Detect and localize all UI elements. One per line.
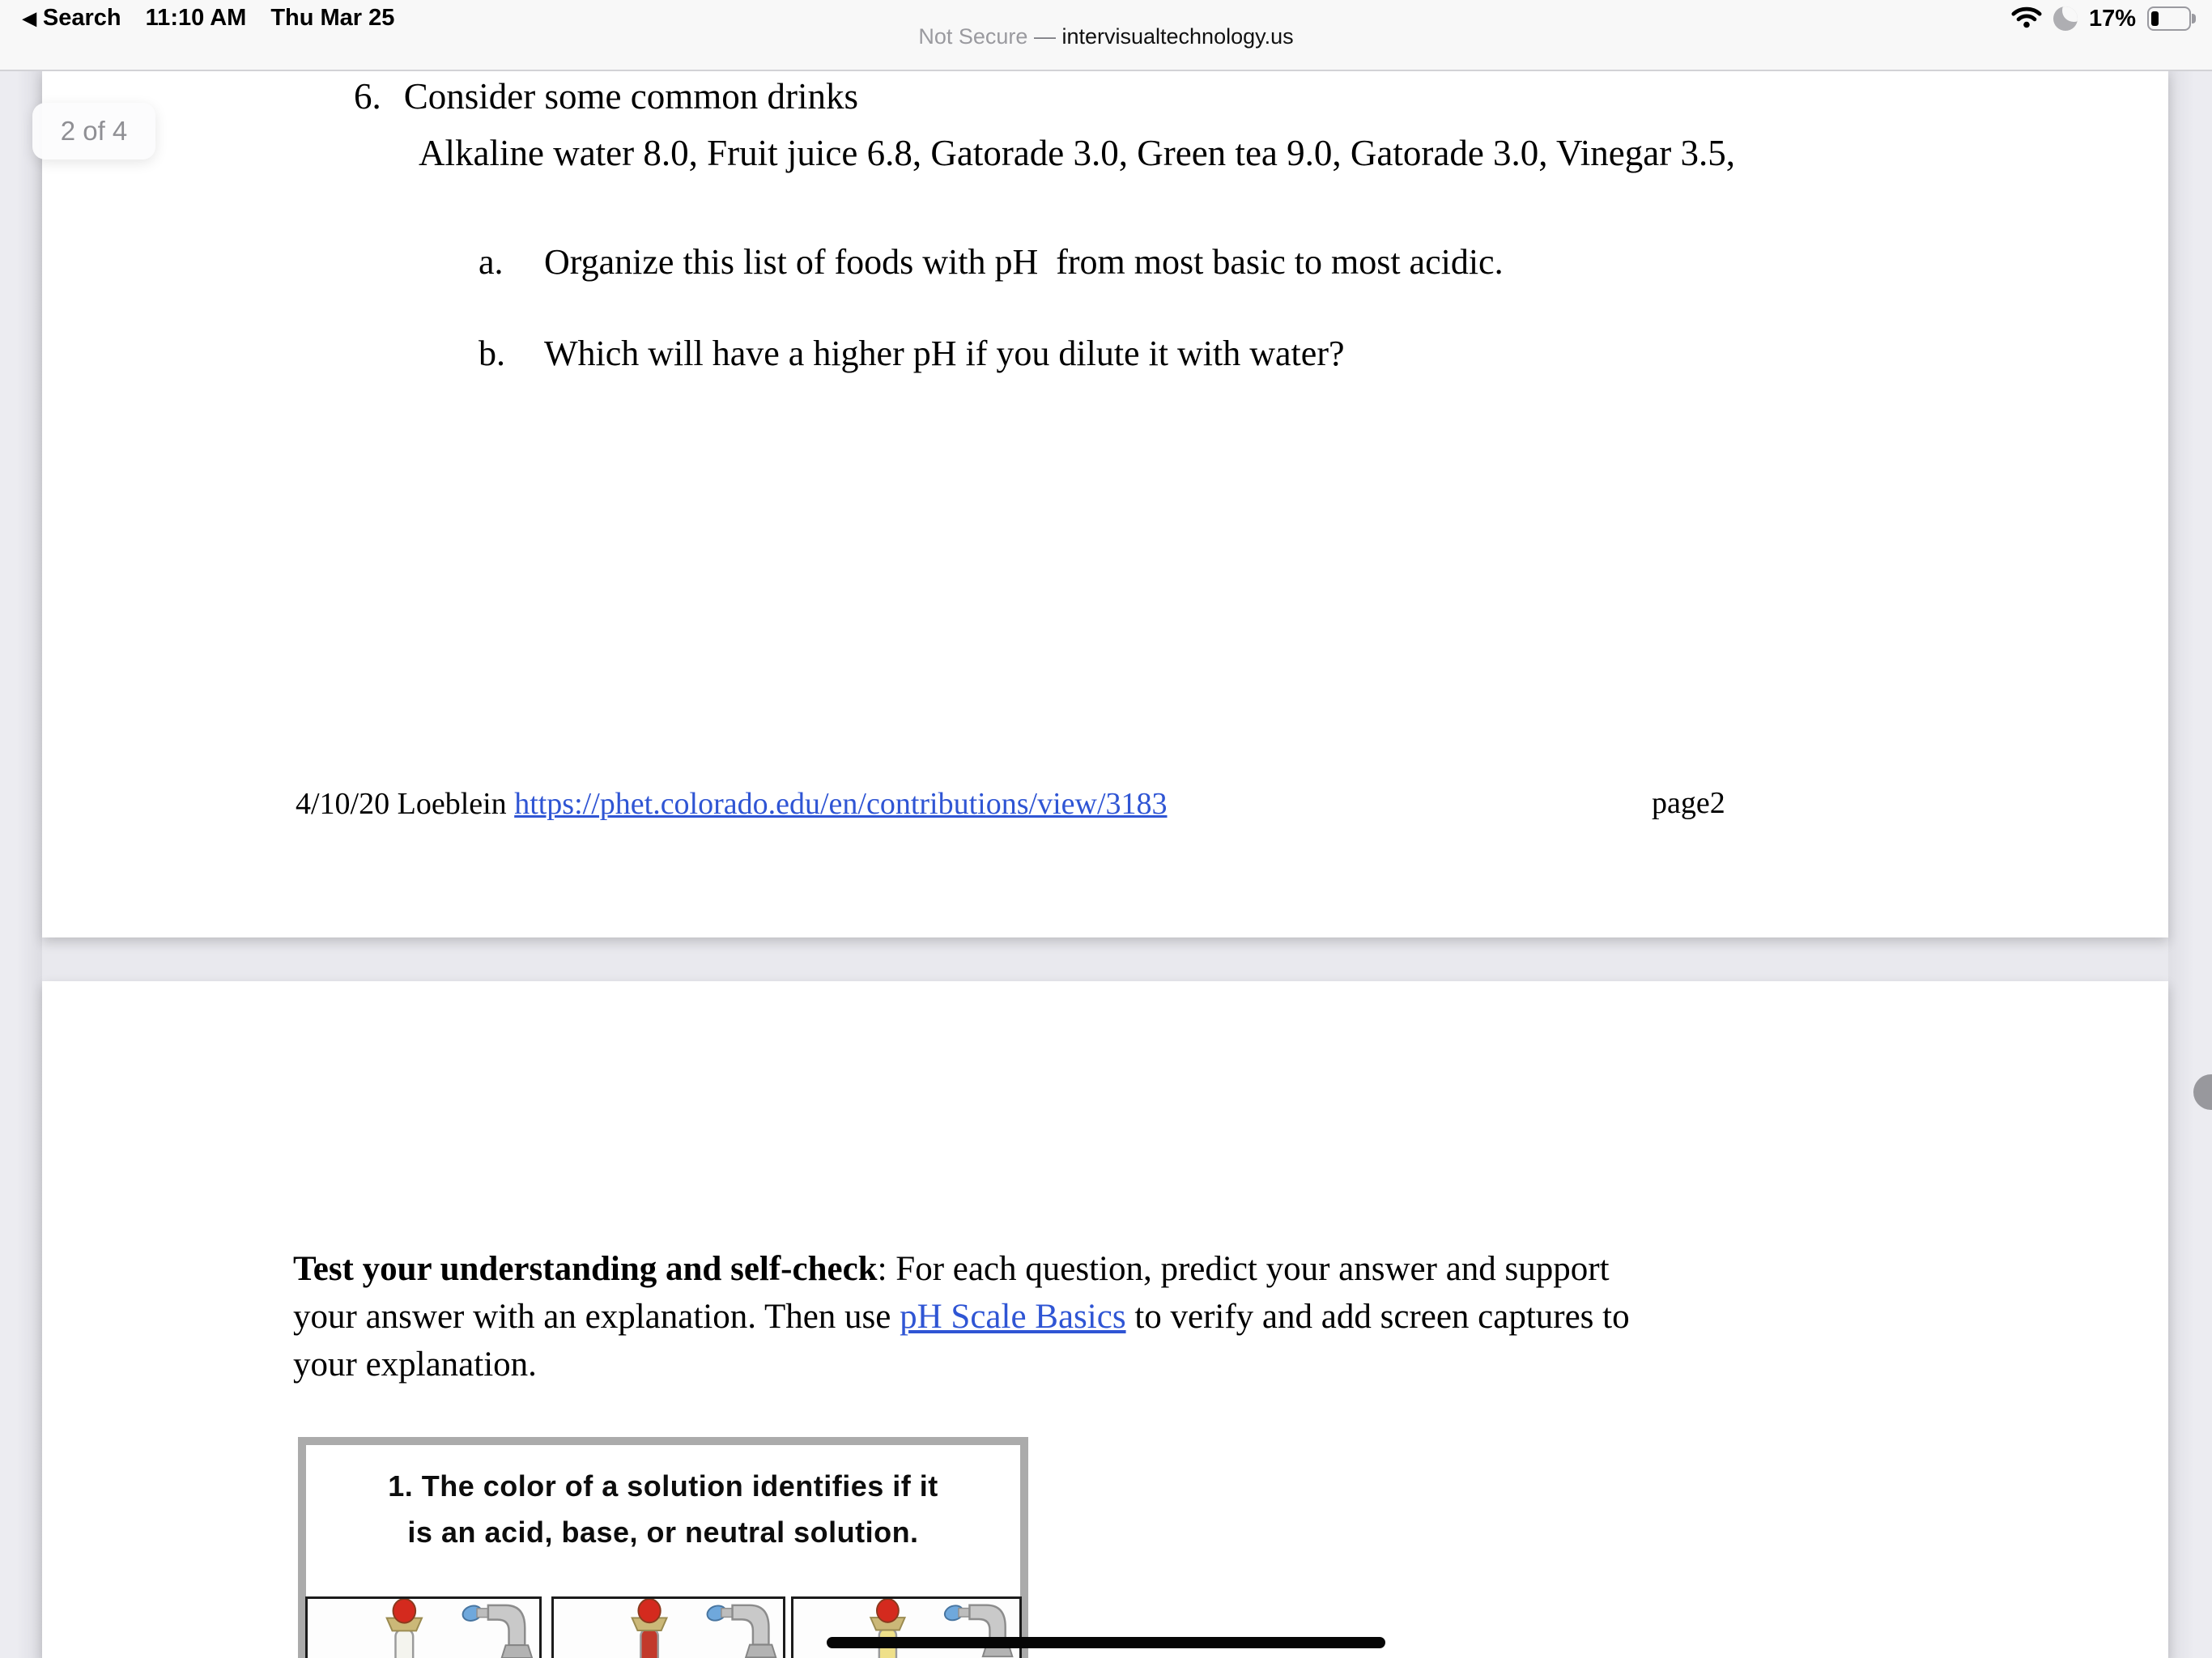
pdf-page-2: [42, 70, 2168, 937]
faucet-icon: [461, 1604, 532, 1658]
faucet-icon: [943, 1604, 1013, 1657]
figure-panel: [305, 1596, 542, 1658]
ph-scale-basics-link[interactable]: pH Scale Basics: [900, 1298, 1126, 1336]
figure-caption-line1: 1. The color of a solution identifies if it: [388, 1469, 938, 1503]
not-secure-label: Not Secure: [918, 24, 1028, 49]
instructions-paragraph: [293, 1245, 1961, 1388]
footer-page-number: page2: [1652, 786, 1725, 820]
faucet-icon: [705, 1604, 776, 1658]
address-bar[interactable]: [0, 24, 2212, 49]
page-position-indicator: 2 of 4: [32, 103, 155, 159]
back-label: Search: [42, 5, 121, 31]
item-a-label: a.: [479, 242, 504, 282]
pdf-page-3: [42, 981, 2168, 1658]
battery-percent: 17%: [2088, 5, 2136, 32]
status-date: Thu Mar 25: [270, 5, 395, 31]
status-time: 11:10 AM: [145, 5, 247, 31]
right-gutter: [2168, 70, 2212, 1658]
back-arrow-icon: ◀: [23, 8, 36, 28]
phet-contribution-link[interactable]: https://phet.colorado.edu/en/contributions/view/3183: [514, 787, 1168, 821]
paragraph-bold-lead: Test your understanding and self-check: [293, 1250, 878, 1288]
paragraph-line1-rest: : For each question, predict your answer and support: [877, 1250, 1610, 1288]
dropper-icon: [870, 1599, 904, 1658]
item-b-text: Which will have a higher pH if you dilute it with water?: [544, 334, 1345, 373]
figure-caption-line2: is an acid, base, or neutral solution.: [407, 1516, 919, 1549]
left-gutter: [0, 70, 42, 1658]
question-drink-values: Alkaline water 8.0, Fruit juice 6.8, Gatorade 3.0, Green tea 9.0, Gatorade 3.0, Vinegar 3.5,: [419, 133, 1735, 173]
question-6-heading: [354, 74, 858, 118]
dropper-icon: [387, 1599, 422, 1658]
paragraph-line3: your explanation.: [293, 1346, 537, 1384]
home-indicator-bar[interactable]: [827, 1637, 1385, 1648]
browser-top-chrome: [0, 0, 2212, 71]
footer-credit: 4/10/20 Loeblein: [296, 787, 507, 821]
item-a-text: Organize this list of foods with pH from most basic to most acidic.: [544, 242, 1504, 282]
url-separator: —: [1033, 24, 1056, 49]
figure-panel: [791, 1596, 1022, 1658]
paragraph-line2-post: to verify and add screen captures to: [1125, 1298, 1630, 1336]
figure-panel: [551, 1596, 785, 1658]
item-b-label: b.: [479, 334, 505, 373]
url-domain: intervisualtechnology.us: [1061, 24, 1294, 49]
page-footer: [296, 785, 1168, 823]
dropper-icon: [632, 1599, 667, 1658]
paragraph-line2-pre: your answer with an explanation. Then use: [293, 1298, 900, 1336]
question-number: 6.: [354, 76, 381, 117]
question-title: Consider some common drinks: [403, 76, 858, 117]
